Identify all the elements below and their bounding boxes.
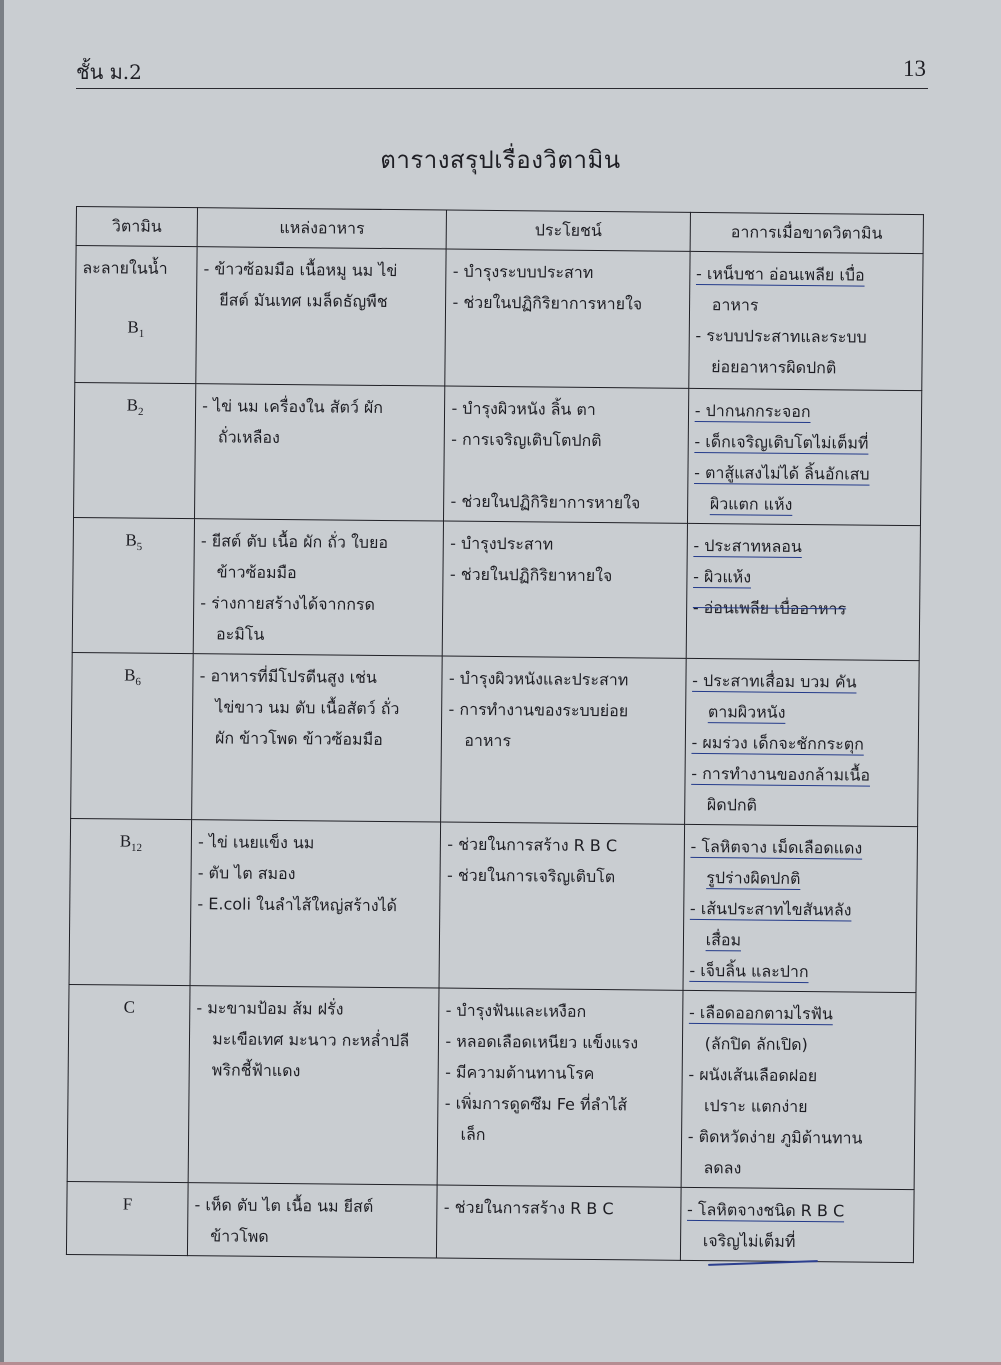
vitamin-name: $B_6$ <box>124 665 141 689</box>
cell-text: - การเจริญเติบโตปกติ <box>451 429 602 451</box>
deficiency-cell <box>686 523 921 660</box>
cell-text: - มะขามป้อม ส้ม ฝรั่ง <box>196 998 344 1019</box>
page-edge <box>0 0 4 1365</box>
cell-text: - บำรุงประสาท <box>450 533 554 554</box>
grade-label: ชั้น ม.2 <box>76 60 142 84</box>
cell-text: - ตับ ไต สมอง <box>197 863 296 884</box>
cell-text: - เห็ด ตับ ไต เนื้อ นม ยีสต์ <box>194 1195 374 1216</box>
cell-text: - ผิวแห้ง <box>693 566 752 587</box>
cell-text: ข้าวโพด <box>210 1226 269 1246</box>
sources-cell <box>196 247 447 386</box>
water-soluble-label: ละลายในน้ำ <box>82 258 168 278</box>
cell-text: - ประสาทเสื่อม บวม คัน <box>692 670 857 692</box>
cell-text: - มีความต้านทานโรค <box>445 1062 595 1084</box>
cell-text: อาหาร <box>464 730 512 751</box>
cell-text: - เลือดออกตามไรฟัน <box>688 1002 833 1024</box>
cell-text: - เจ็บลิ้น และปาก <box>689 960 809 982</box>
cell-text: - E.coli ในลำไส้ใหญ่สร้างได้ <box>197 894 398 916</box>
benefits-cell <box>444 386 689 523</box>
cell-text: ย่อยอาหารผิดปกติ <box>711 357 837 378</box>
cell-text: - ไข่ เนยแข็ง นม <box>197 832 315 853</box>
cell-text: - โลหิตจาง เม็ดเลือดแดง <box>690 836 863 858</box>
vitamin-cell <box>75 246 197 384</box>
benefits-cell <box>445 249 690 388</box>
benefits-cell <box>439 822 684 990</box>
cell-text: - ประสาทหลอน <box>693 535 802 556</box>
cell-text: พริกชี้ฟ้าแดง <box>211 1060 301 1081</box>
page-header <box>76 52 928 89</box>
cell-text: มะเขือเทศ มะนาว กะหล่ำปลี <box>212 1029 410 1051</box>
cell-text: - หลอดเลือดเหนียว แข็งแรง <box>445 1031 639 1053</box>
cell-text: - บำรุงฟันและเหงือก <box>445 1000 587 1021</box>
cell-text: เจริญไม่เต็มที่ <box>702 1231 796 1251</box>
cell-text: - โลหิตจางชนิด R B C <box>687 1199 845 1221</box>
cell-text: เล็ก <box>460 1124 486 1144</box>
cell-text: - บำรุงระบบประสาท <box>452 261 594 282</box>
cell-text: - ร่างกายสร้างได้จากกรด <box>200 593 376 614</box>
cell-text: ถั่วเหลือง <box>217 427 280 447</box>
cell-text: ผิดปกติ <box>706 795 758 815</box>
cell-text: (ลักปิด ลักเปิด) <box>704 1034 808 1055</box>
column-header-vitamin: วิตามิน <box>76 207 198 247</box>
vitamin-cell <box>66 1181 188 1255</box>
deficiency-cell <box>688 251 923 390</box>
cell-text: - ข้าวซ้อมมือ เนื้อหมู นม ไข่ <box>203 259 398 281</box>
cell-text: - ช่วยในการเจริญเติบโต <box>446 865 616 887</box>
cell-text: - เส้นประสาทไขสันหลัง <box>689 898 852 920</box>
cell-text: - ช่วยในการสร้าง R B C <box>447 834 618 856</box>
column-header-sources: แหล่งอาหาร <box>197 208 447 249</box>
deficiency-cell <box>681 990 916 1189</box>
cell-text: รูปร่างผิดปกติ <box>706 868 801 888</box>
cell-text: - อาหารที่มีโปรตีนสูง เช่น <box>199 666 378 687</box>
vitamin-cell <box>67 984 190 1182</box>
table-row <box>71 652 920 826</box>
cell-text: - ยีสต์ ตับ เนื้อ ผัก ถั่ว ใบยอ <box>200 531 389 553</box>
benefits-cell <box>438 988 683 1187</box>
cell-text: - ช่วยในปฏิกิริยาหายใจ <box>449 564 613 586</box>
cell-text: - ไข่ นม เครื่องใน สัตว์ ผัก <box>202 396 384 417</box>
cell-text: - ช่วยในปฏิกิริยาการหายใจ <box>452 292 643 314</box>
column-header-benefits: ประโยชน์ <box>447 210 691 251</box>
sources-cell <box>193 519 444 656</box>
cell-text: - เหน็บชา อ่อนเพลีย เบื่อ <box>695 263 865 285</box>
cell-text: ยีสต์ มันเทศ เมล็ดธัญพืช <box>219 290 388 311</box>
vitamin-cell <box>69 818 192 985</box>
sources-cell <box>195 384 446 521</box>
cell-text: ผิวแตก แห้ง <box>709 494 793 514</box>
vitamin-cell <box>71 652 194 819</box>
cell-text: เสื่อม <box>705 930 742 950</box>
cell-text: - ปากนกกระจอก <box>694 400 811 422</box>
sources-cell <box>192 654 443 822</box>
cell-text: ข้าวซ้อมมือ <box>216 562 297 583</box>
sources-cell <box>188 986 439 1185</box>
benefits-cell <box>441 656 686 824</box>
page-number: 13 <box>903 56 926 81</box>
vitamin-name: $B_5$ <box>125 530 143 554</box>
cell-text: - ติดหวัดง่าย ภูมิต้านทาน <box>687 1126 863 1148</box>
cell-text: - บำรุงผิวหนัง ลิ้น ตา <box>451 398 596 419</box>
cell-text: - ผนังเส้นเลือดฝอย <box>688 1064 818 1086</box>
vitamin-name: F <box>122 1194 133 1214</box>
vitamin-summary-table <box>66 206 924 1263</box>
table-row <box>74 382 922 525</box>
cell-text: - ผมร่วง เด็กจะชักกระตุก <box>691 732 864 754</box>
cell-text: - ตาสู้แสงไม่ได้ ลิ้นอักเสบ <box>694 462 870 484</box>
table-row <box>72 517 920 660</box>
table-row <box>67 984 916 1189</box>
vitamin-cell <box>74 382 196 518</box>
deficiency-cell <box>687 388 922 525</box>
cell-text: - การทำงานของระบบย่อย <box>448 699 629 721</box>
benefits-cell <box>437 1185 681 1260</box>
cell-text: เปราะ แตกง่าย <box>704 1096 808 1117</box>
cell-text: - ช่วยในปฏิกิริยาการหายใจ <box>450 491 641 513</box>
deficiency-cell <box>680 1187 914 1262</box>
cell-text: - เด็กเจริญเติบโตไม่เต็มที่ <box>694 431 869 453</box>
cell-text: อาหาร <box>711 295 759 315</box>
cell-text: - ระบบประสาทและระบบ <box>695 325 867 347</box>
cell-text: ลดลง <box>703 1158 742 1178</box>
sources-cell <box>188 1183 438 1258</box>
cell-text: - เพิ่มการดูดซึม Fe ที่ลำไส้ <box>444 1093 628 1115</box>
table-row <box>69 818 918 992</box>
deficiency-cell <box>683 824 918 992</box>
vitamin-name: $B_2$ <box>126 395 144 419</box>
cell-text: ไข่ขาว นม ตับ เนื้อสัตว์ ถั่ว <box>215 697 400 719</box>
page-title: ตารางสรุปเรื่องวิตามิน <box>380 146 621 174</box>
cell-text: - ช่วยในการสร้าง R B C <box>443 1197 614 1219</box>
benefits-cell <box>443 521 688 658</box>
vitamin-name: C <box>123 997 136 1017</box>
vitamin-name: $B_{12}$ <box>119 831 143 855</box>
cell-text: ผัก ข้าวโพด ข้าวซ้อมมือ <box>214 728 383 749</box>
vitamin-cell <box>72 517 194 653</box>
vitamin-name: $B_1$ <box>127 317 145 341</box>
cell-text: ตามผิวหนัง <box>707 702 786 722</box>
cell-text: อะมิโน <box>215 624 265 644</box>
table-row <box>66 1181 914 1262</box>
table-row <box>75 246 923 391</box>
cell-text: - การทำงานของกล้ามเนื้อ <box>691 763 871 785</box>
column-header-deficiency: อาการเมื่อขาดวิตามิน <box>690 212 924 253</box>
cell-text: - อ่อนเพลีย เบื่ออาหาร <box>692 597 847 619</box>
deficiency-cell <box>684 658 919 826</box>
sources-cell <box>190 820 441 988</box>
cell-text: - บำรุงผิวหนังและประสาท <box>448 668 629 690</box>
